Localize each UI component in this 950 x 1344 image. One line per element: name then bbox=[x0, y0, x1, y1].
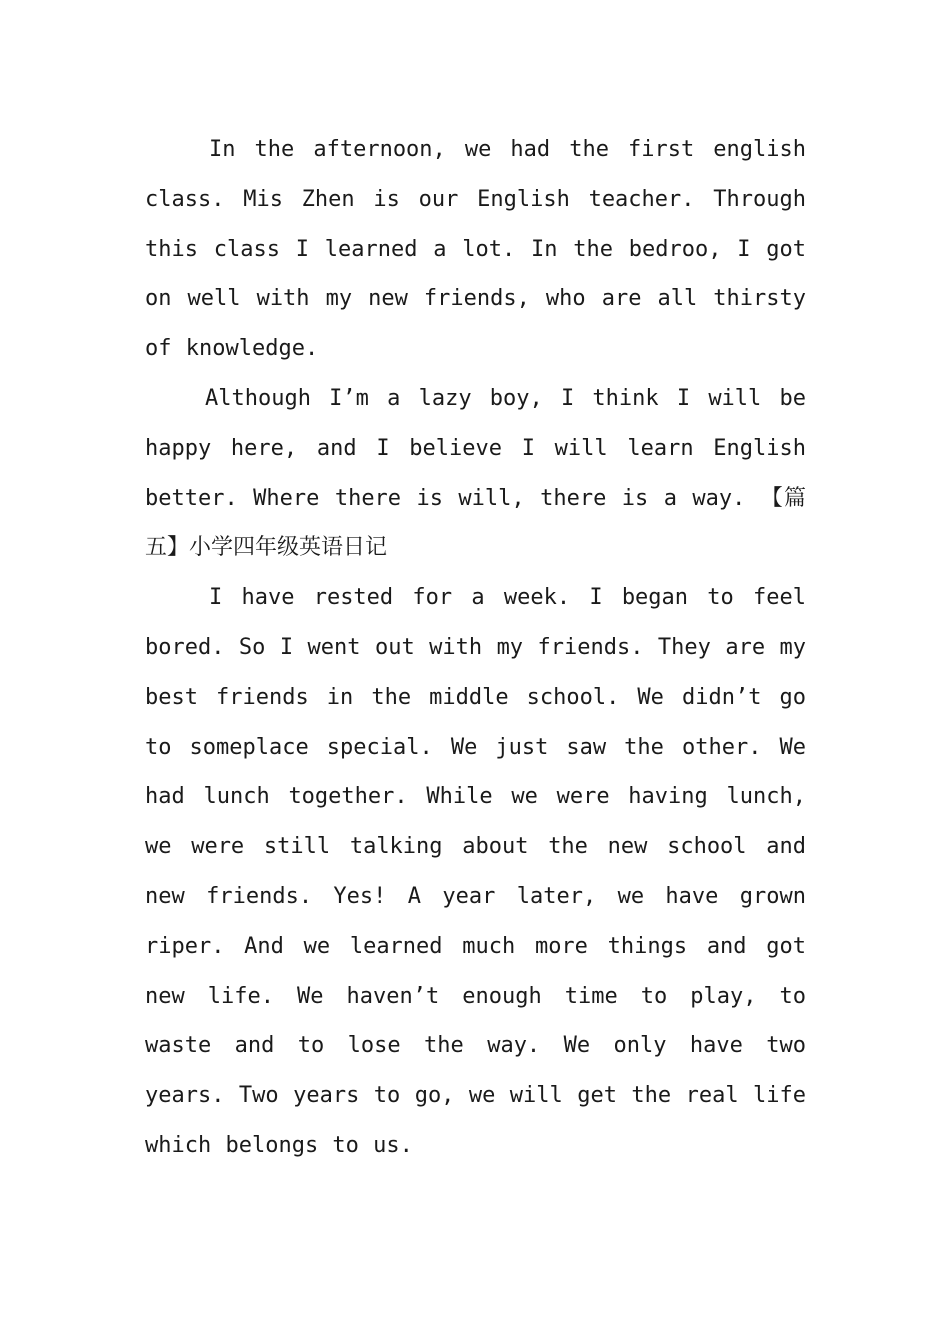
document-body bbox=[145, 125, 806, 1171]
paragraph-2: Although I’m a lazy boy, I think I will be happy here, and I believe I will learn English better. Where there is will, there is a way. 【篇五】小学四年级英语日记 bbox=[145, 385, 806, 561]
paragraph-1: In the afternoon, we had the first english class. Mis Zhen is our English teacher. Through this class I learned a lot. In the bedroo, I got on well with my new friends, who are all thirsty of knowledge. bbox=[145, 137, 806, 362]
paragraph-3: I have rested for a week. I began to feel bored. So I went out with my friends. They are my best friends in the middle school. We didn’t go to someplace special. We just saw the other. We had lunch together. While we were having lunch, we were still talking about the new school and new friends. Yes! A year later, we have grown riper. And we learned much more things and got new life. We haven’t enough time to play, to waste and to lose the way. We only have two years. Two years to go, we will get the real life which belongs to us. bbox=[145, 585, 806, 1158]
